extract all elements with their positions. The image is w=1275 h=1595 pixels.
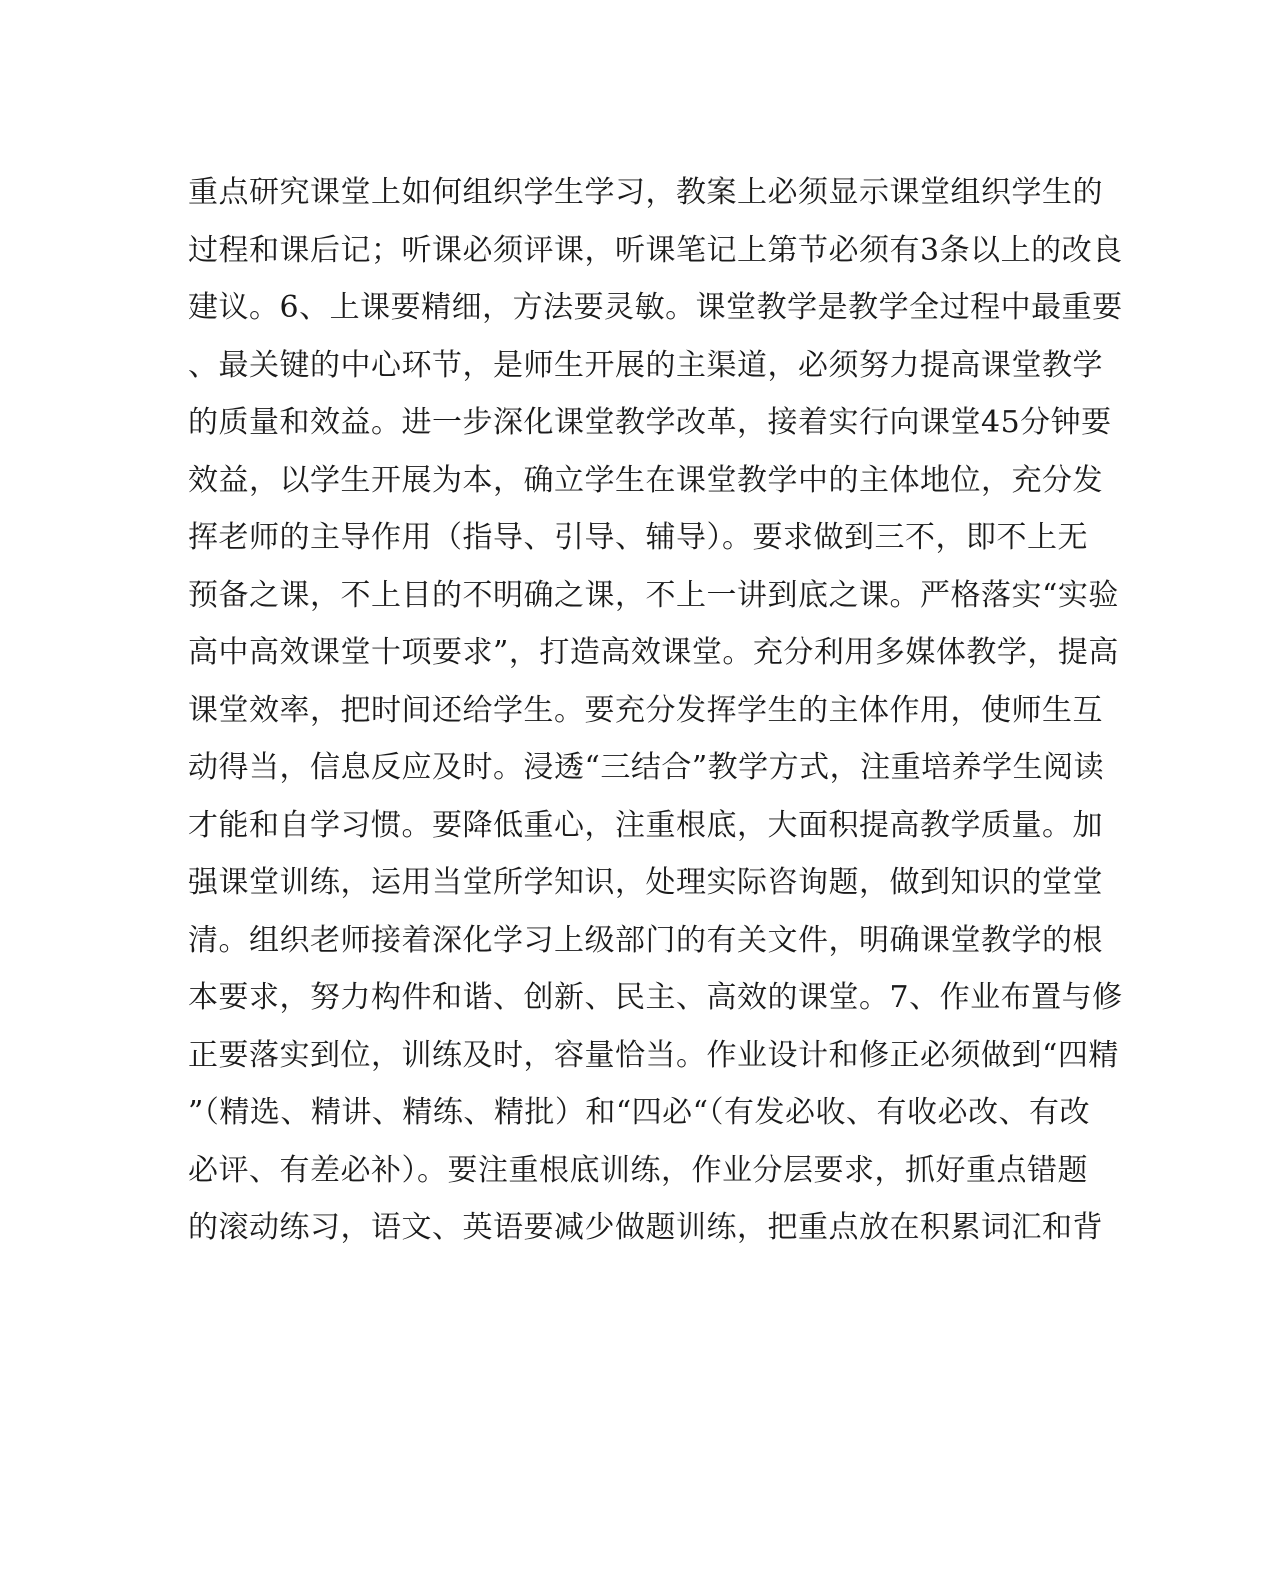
text-line-1: 重点研究课堂上如何组织学生学习，教案上必须显示课堂组织学生的 [188, 175, 1103, 210]
body-text [188, 164, 1123, 1257]
text-line-17: ”（精选、精讲、精练、精批）和“四必“（有发必收、有收必改、有改 [188, 1095, 1091, 1130]
text-line-10: 课堂效率，把时间还给学生。要充分发挥学生的主体作用，使师生互 [188, 692, 1103, 728]
text-line-8: 预备之课，不上目的不明确之课，不上一讲到底之课。严格落实“实验 [188, 577, 1119, 613]
text-line-3: 建议。6、上课要精细，方法要灵敏。课堂教学是教学全过程中最重要 [188, 290, 1123, 325]
text-line-5: 的质量和效益。进一步深化课堂教学改革，接着实行向课堂45分钟要 [188, 405, 1112, 440]
text-line-13: 强课堂训练，运用当堂所学知识，处理实际咨询题，做到知识的堂堂 [188, 865, 1103, 900]
text-line-2: 过程和课后记；听课必须评课，听课笔记上第节必须有3条以上的改良 [188, 232, 1123, 268]
text-line-7: 挥老师的主导作用（指导、引导、辅导）。要求做到三不，即不上无 [188, 520, 1088, 555]
text-line-16: 正要落实到位，训练及时，容量恰当。作业设计和修正必须做到“四精 [188, 1037, 1119, 1073]
text-line-18: 必评、有差必补）。要注重根底训练，作业分层要求，抓好重点错题 [188, 1152, 1088, 1188]
text-line-14: 清。组织老师接着深化学习上级部门的有关文件，明确课堂教学的根 [188, 922, 1103, 958]
text-line-19: 的滚动练习，语文、英语要减少做题训练，把重点放在积累词汇和背 [188, 1210, 1103, 1245]
text-line-6: 效益，以学生开展为本，确立学生在课堂教学中的主体地位，充分发 [188, 462, 1103, 498]
text-line-15: 本要求，努力构件和谐、创新、民主、高效的课堂。7、作业布置与修 [188, 980, 1123, 1015]
text-line-4: 、最关键的中心环节，是师生开展的主渠道，必须努力提高课堂教学 [188, 347, 1103, 383]
text-line-11: 动得当，信息反应及时。浸透“三结合”教学方式，注重培养学生阅读 [188, 750, 1105, 785]
text-line-12: 才能和自学习惯。要降低重心，注重根底，大面积提高教学质量。加 [188, 807, 1103, 843]
text-line-9: 高中高效课堂十项要求”，打造高效课堂。充分利用多媒体教学，提高 [188, 635, 1119, 670]
